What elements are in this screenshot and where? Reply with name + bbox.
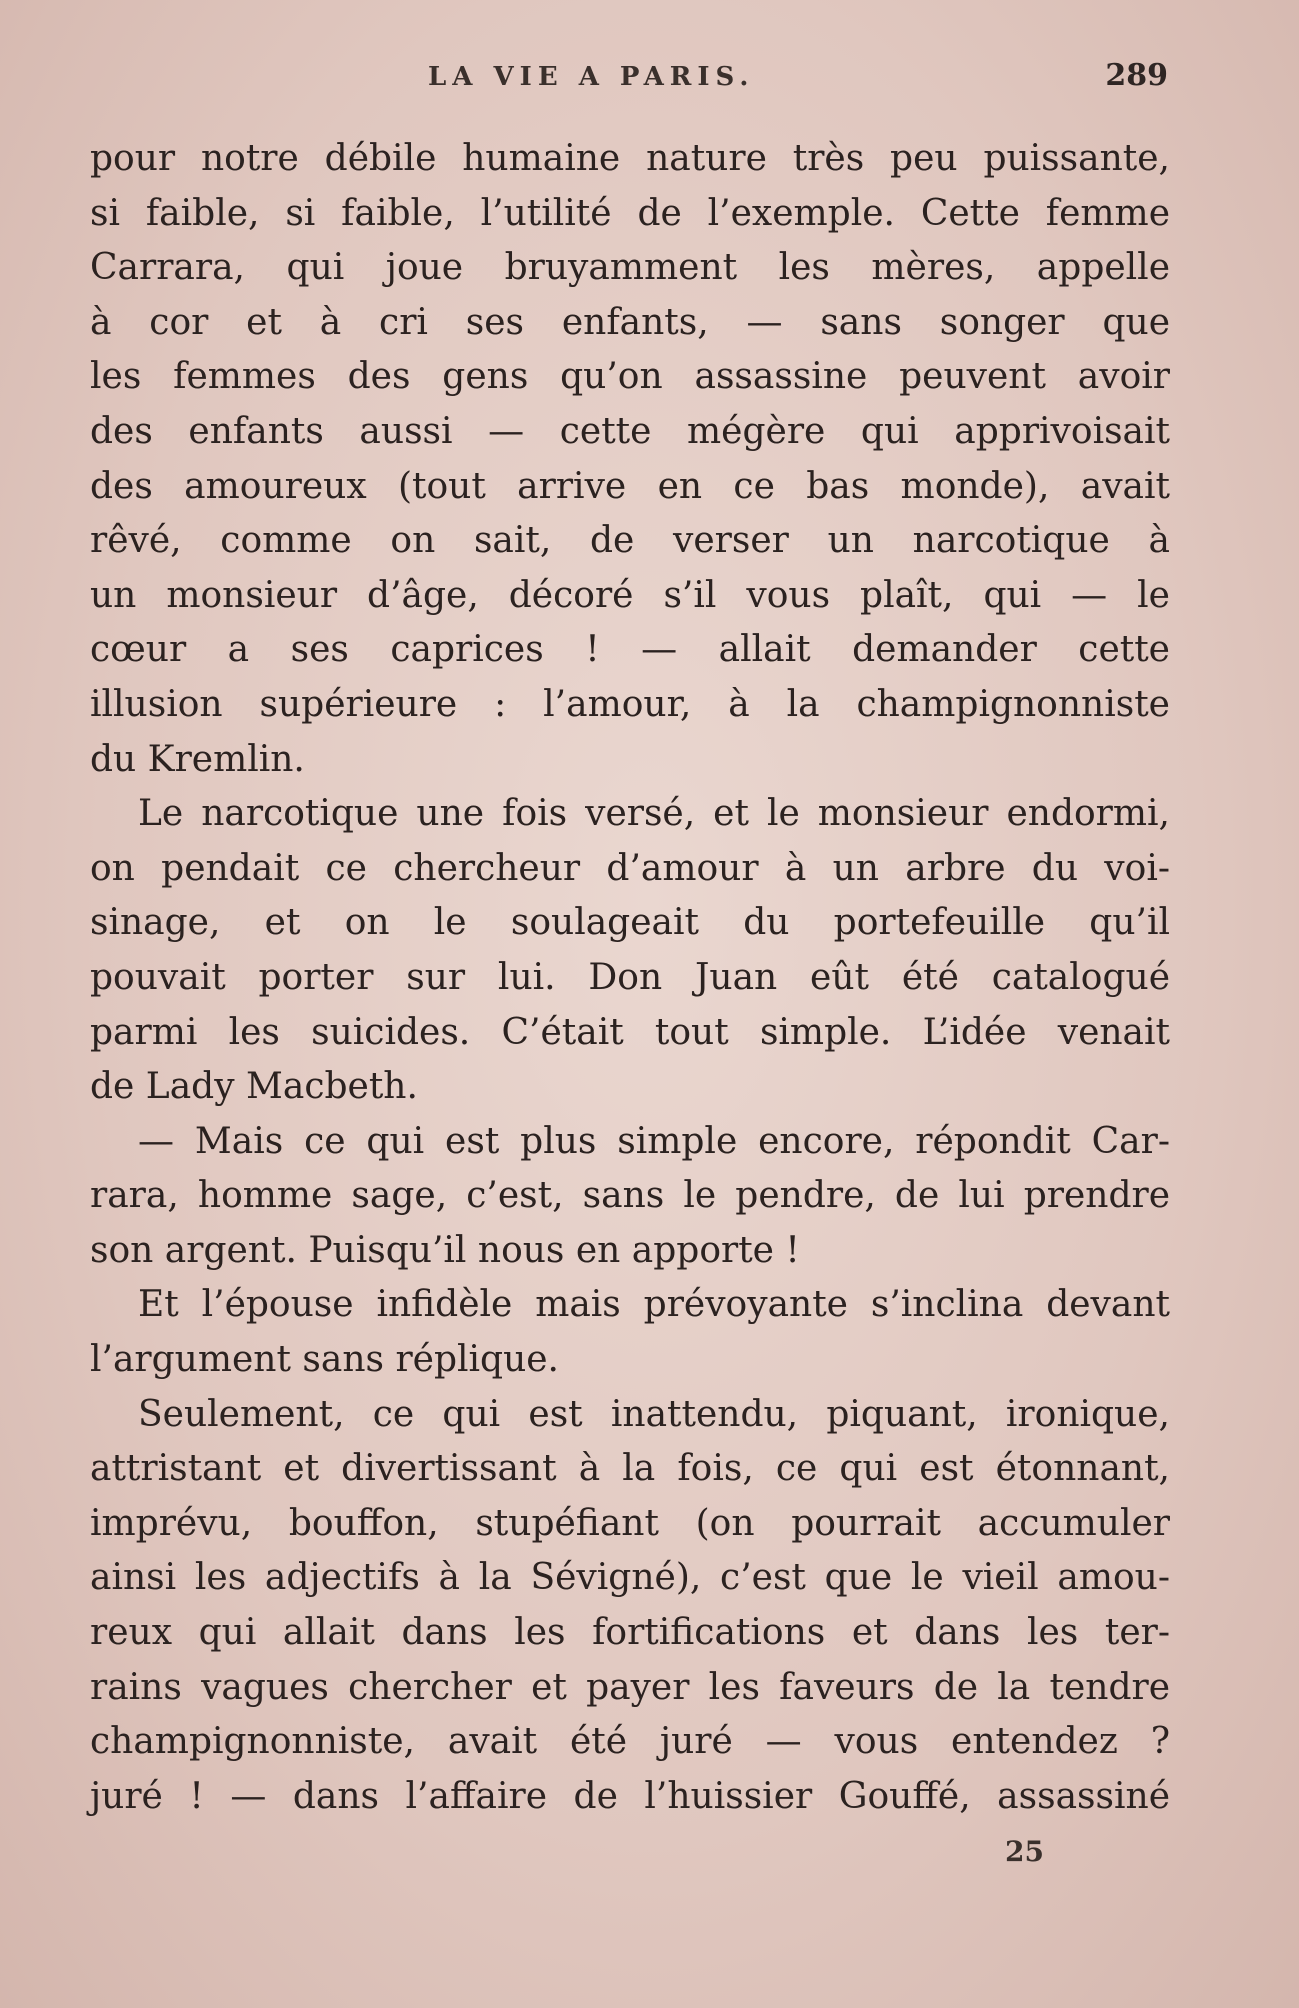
body-text <box>90 132 1170 1824</box>
text-line: cœur a ses caprices ! — allait demander cette <box>90 629 1170 671</box>
text-line: Carrara, qui joue bruyamment les mères, appelle <box>90 247 1170 289</box>
text-line: Seulement, ce qui est inattendu, piquant, ironique, <box>138 1393 1170 1435</box>
page-number: 289 <box>1105 58 1168 93</box>
text-line: ainsi les adjectifs à la Sévigné), c’est que le vieil amou- <box>90 1557 1170 1599</box>
text-line: parmi les suicides. C’était tout simple. L’idée venait <box>90 1011 1170 1053</box>
text-line: de Lady Macbeth. <box>90 1066 418 1108</box>
text-line: rêvé, comme on sait, de verser un narcotique à <box>90 520 1170 562</box>
text-line: les femmes des gens qu’on assassine peuvent avoir <box>90 356 1170 398</box>
text-line: Et l’épouse infidèle mais prévoyante s’inclina devant <box>138 1284 1170 1326</box>
text-line: reux qui allait dans les fortifications et dans les ter- <box>90 1612 1170 1654</box>
text-line: rains vagues chercher et payer les faveurs de la tendre <box>90 1666 1170 1708</box>
text-line: un monsieur d’âge, décoré s’il vous plaît, qui — le <box>90 574 1170 616</box>
text-line: pour notre débile humaine nature très peu puissante, <box>90 138 1170 179</box>
text-line: illusion supérieure : l’amour, à la champignonniste <box>90 683 1170 725</box>
text-line: attristant et divertissant à la fois, ce qui est étonnant, <box>90 1448 1170 1490</box>
text-line: son argent. Puisqu’il nous en apporte ! <box>90 1229 800 1271</box>
text-line: sinage, et on le soulageait du portefeuille qu’il <box>90 902 1170 944</box>
text-line: champignonniste, avait été juré — vous entendez ? <box>90 1721 1170 1763</box>
text-line: juré ! — dans l’affaire de l’huissier Gouffé, assassiné <box>90 1775 1170 1817</box>
text-line: des enfants aussi — cette mégère qui apprivoisait <box>90 410 1170 452</box>
text-line: du Kremlin. <box>90 738 305 780</box>
text-line: des amoureux (tout arrive en ce bas monde), avait <box>90 465 1170 507</box>
text-line: pouvait porter sur lui. Don Juan eût été catalogué <box>90 956 1170 998</box>
running-title: LA VIE A PARIS. <box>428 62 755 92</box>
text-line: Le narcotique une fois versé, et le monsieur endormi, <box>138 793 1170 835</box>
text-line: imprévu, bouffon, stupéfiant (on pourrait accumuler <box>90 1502 1170 1544</box>
text-line: si faible, si faible, l’utilité de l’exemple. Cette femme <box>90 192 1170 234</box>
signature-mark: 25 <box>1005 1835 1044 1868</box>
page-header <box>88 58 1168 102</box>
text-line: l’argument sans réplique. <box>90 1339 560 1381</box>
text-line: — Mais ce qui est plus simple encore, répondit Car- <box>138 1120 1170 1162</box>
text-line: à cor et à cri ses enfants, — sans songer que <box>90 301 1170 343</box>
text-line: rara, homme sage, c’est, sans le pendre, de lui prendre <box>90 1175 1170 1217</box>
text-line: on pendait ce chercheur d’amour à un arbre du voi- <box>90 847 1170 889</box>
